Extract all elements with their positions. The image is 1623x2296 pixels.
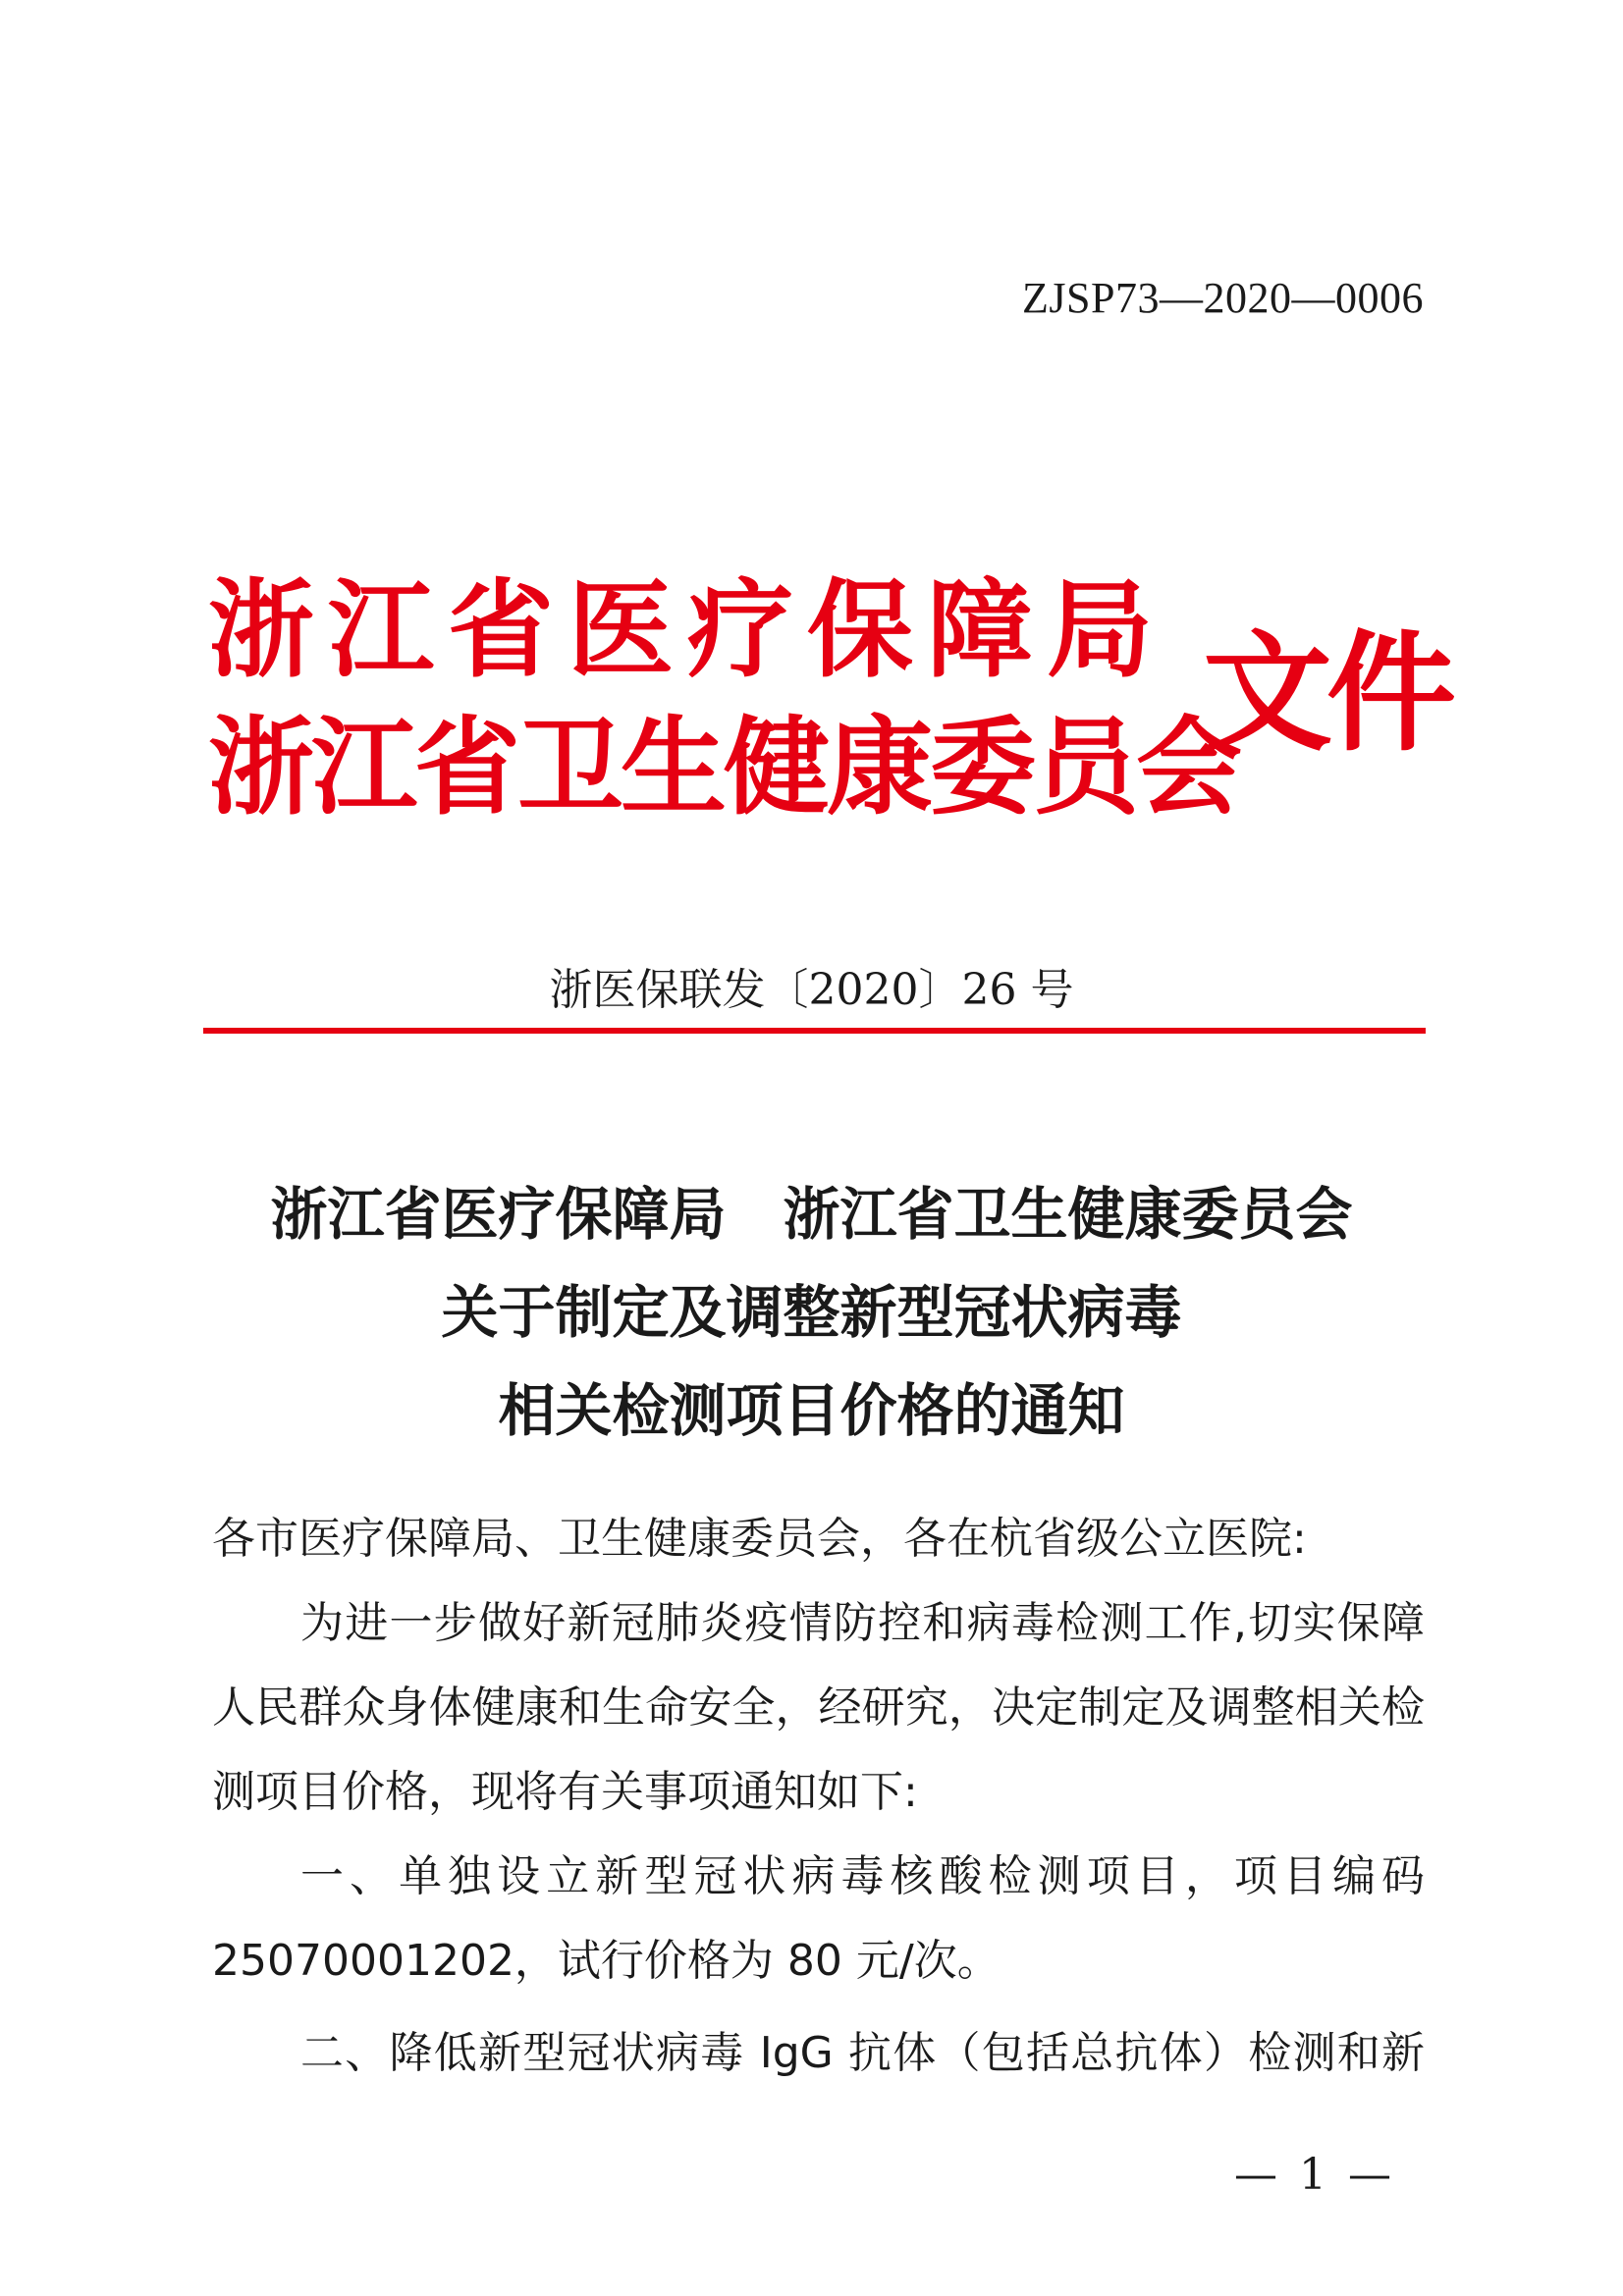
title-line-1: 浙江省医疗保障局 浙江省卫生健康委员会 [270, 1181, 1353, 1248]
title-line-2: 关于制定及调整新型冠状病毒 [441, 1279, 1182, 1346]
document-label: 文件 [1203, 617, 1450, 770]
item-1-line-1: 一、单独设立新型冠状病毒核酸检测项目，项目编码 [300, 1851, 1425, 1901]
document-code: ZJSP73—2020—0006 [1022, 274, 1424, 322]
issuing-org-2: 浙江省卫生健康委员会 [208, 706, 1240, 829]
salutation: 各市医疗保障局、卫生健康委员会，各在杭省级公立医院: [212, 1514, 1307, 1564]
page-number: — 1 — [1234, 2150, 1395, 2200]
paragraph-1-line-1: 为进一步做好新冠肺炎疫情防控和病毒检测工作,切实保障 [300, 1598, 1425, 1648]
item-1-line-2: 25070001202，试行价格为 80 元/次。 [212, 1936, 1001, 1986]
document-number: 浙医保联发〔2020〕26 号 [549, 965, 1074, 1015]
item-2-line-1: 二、降低新型冠状病毒 IgG 抗体（包括总抗体）检测和新 [300, 2028, 1425, 2078]
paragraph-1-line-3: 测项目价格，现将有关事项通知如下: [212, 1767, 918, 1817]
title-line-3: 相关检测项目价格的通知 [498, 1377, 1125, 1444]
paragraph-1-line-2: 人民群众身体健康和生命安全，经研究，决定制定及调整相关检 [212, 1682, 1425, 1733]
red-divider [203, 1028, 1426, 1034]
issuing-org-1: 浙江省医疗保障局 [208, 568, 1167, 692]
